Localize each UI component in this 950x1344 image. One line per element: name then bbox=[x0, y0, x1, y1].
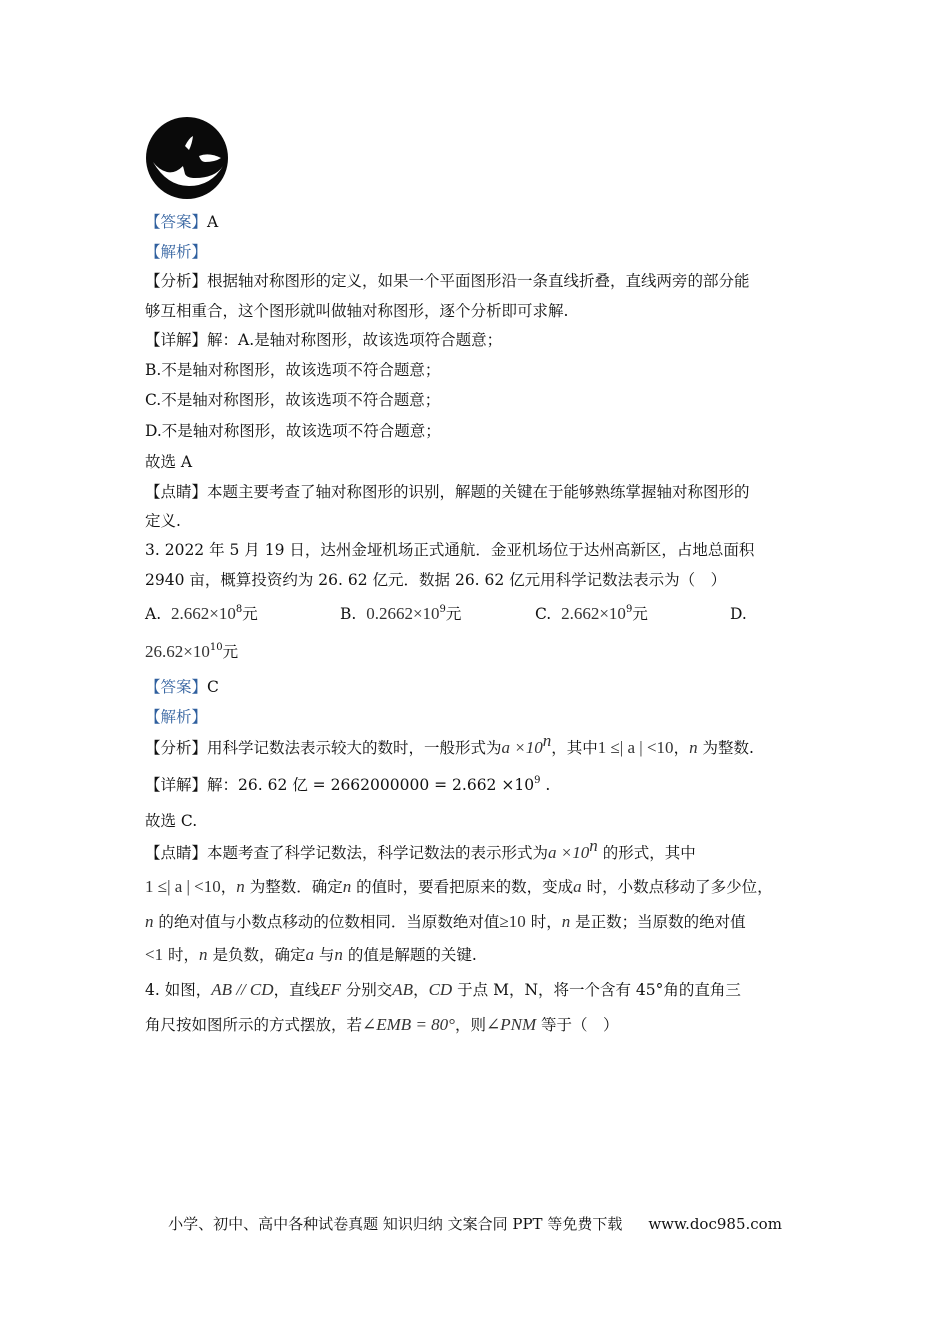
detail-tag: 【详解】 bbox=[145, 331, 208, 349]
q4-stem-line2: 角尺按如图所示的方式摆放，若∠EMB = 80°，则∠PNM 等于（ ） bbox=[145, 1015, 619, 1034]
q3-dianjing-line2: 1 ≤| a | <10，n 为整数．确定n 的值时，要看把原来的数，变成a 时，小数点移动了多少位， bbox=[145, 877, 773, 896]
q3-option-a[interactable]: A. $2.662\times 10^8$元 bbox=[145, 604, 258, 623]
q3-dianjing-line4: <1 时，n 是负数，确定a 与n 的值是解题的关键. bbox=[145, 945, 477, 964]
detail-line-d: D.不是轴对称图形，故该选项不符合题意； bbox=[145, 422, 441, 440]
q3-fenxi-line: 【分析】用科学记数法表示较大的数时，一般形式为$a \times 10^n$，其中1 ≤| a | <10，n 为整数. bbox=[145, 731, 754, 757]
fenxi-tag: 【分析】 bbox=[145, 272, 208, 290]
q3-stem-line1: 3. 2022 年 5 月 19 日，达州金垭机场正式通航．金亚机场位于达州高新区，占地总面积 bbox=[145, 541, 755, 559]
q3-answer-value: C bbox=[207, 678, 219, 696]
q3-dianjing-line3: n 的绝对值与小数点移动的位数相同．当原数绝对值≥10 时，n 是正数；当原数的绝对值 bbox=[145, 912, 746, 931]
dianjing-line1-q2 bbox=[145, 481, 750, 503]
q3-choose-line: 故选 C. bbox=[145, 812, 198, 830]
footer-url[interactable]: www.doc985.com bbox=[648, 1215, 782, 1233]
q3-stem-line2: 2940 亩，概算投资约为 26. 62 亿元．数据 26. 62 亿元用科学记数法表示为（ ） bbox=[145, 571, 727, 589]
answer-tag: 【答案】 bbox=[145, 213, 208, 231]
choose-line-q2: 故选 A bbox=[145, 453, 193, 471]
detail-line-a bbox=[145, 329, 502, 351]
q4-stem-line1: 4. 如图，AB // CD，直线EF 分别交AB，CD 于点 M，N，将一个含有 45°角的直角三 bbox=[145, 980, 741, 999]
fenxi-line1-q2 bbox=[145, 270, 750, 292]
dianjing-text1: 本题主要考查了轴对称图形的识别，解题的关键在于能够熟练掌握轴对称图形的 bbox=[207, 483, 750, 501]
answer-value: A bbox=[207, 213, 219, 231]
dianjing-tag: 【点睛】 bbox=[145, 483, 208, 501]
footer-text: 小学、初中、高中各种试卷真题 知识归纳 文案合同 PPT 等免费下载 bbox=[168, 1215, 623, 1233]
q3-option-c[interactable]: C. $2.662\times 10^9$元 bbox=[535, 604, 648, 623]
q3-detail-line: 【详解】解：26. 62 亿 = $2662000000 = 2.662 \times 10^9$ . bbox=[145, 775, 551, 794]
analysis-line-q2 bbox=[145, 241, 207, 263]
q3-analysis-line: 【解析】 bbox=[145, 708, 208, 726]
q3-option-b[interactable]: B. $0.2662\times 10^9$元 bbox=[340, 604, 462, 623]
analysis-tag: 【解析】 bbox=[145, 243, 208, 261]
fenxi-text1: 根据轴对称图形的定义，如果一个平面图形沿一条直线折叠，直线两旁的部分能 bbox=[207, 272, 750, 290]
q3-option-d-letter[interactable]: D. bbox=[730, 605, 747, 623]
detail-line-c: C.不是轴对称图形，故该选项不符合题意； bbox=[145, 391, 441, 409]
q3-options-row bbox=[145, 603, 747, 625]
detail-a-text: 解：A.是轴对称图形，故该选项符合题意； bbox=[207, 331, 503, 349]
dianjing-line2-q2: 定义. bbox=[145, 512, 181, 530]
q3-dianjing-line1: 【点睛】本题考查了科学记数法，科学记数法的表示形式为$a \times 10^n$ 的形式，其中 bbox=[145, 836, 696, 862]
detail-line-b: B.不是轴对称图形，故该选项不符合题意； bbox=[145, 361, 441, 379]
fenxi-line2-q2: 够互相重合，这个图形就叫做轴对称图形，逐个分析即可求解. bbox=[145, 302, 569, 320]
q3-option-d-value[interactable]: $26.62\times 10^{10}$元 bbox=[145, 642, 239, 661]
option-d-figure bbox=[145, 116, 229, 200]
page-footer bbox=[0, 1213, 950, 1234]
q3-answer-line: 【答案】C bbox=[145, 678, 219, 696]
answer-line-q2 bbox=[145, 211, 218, 233]
